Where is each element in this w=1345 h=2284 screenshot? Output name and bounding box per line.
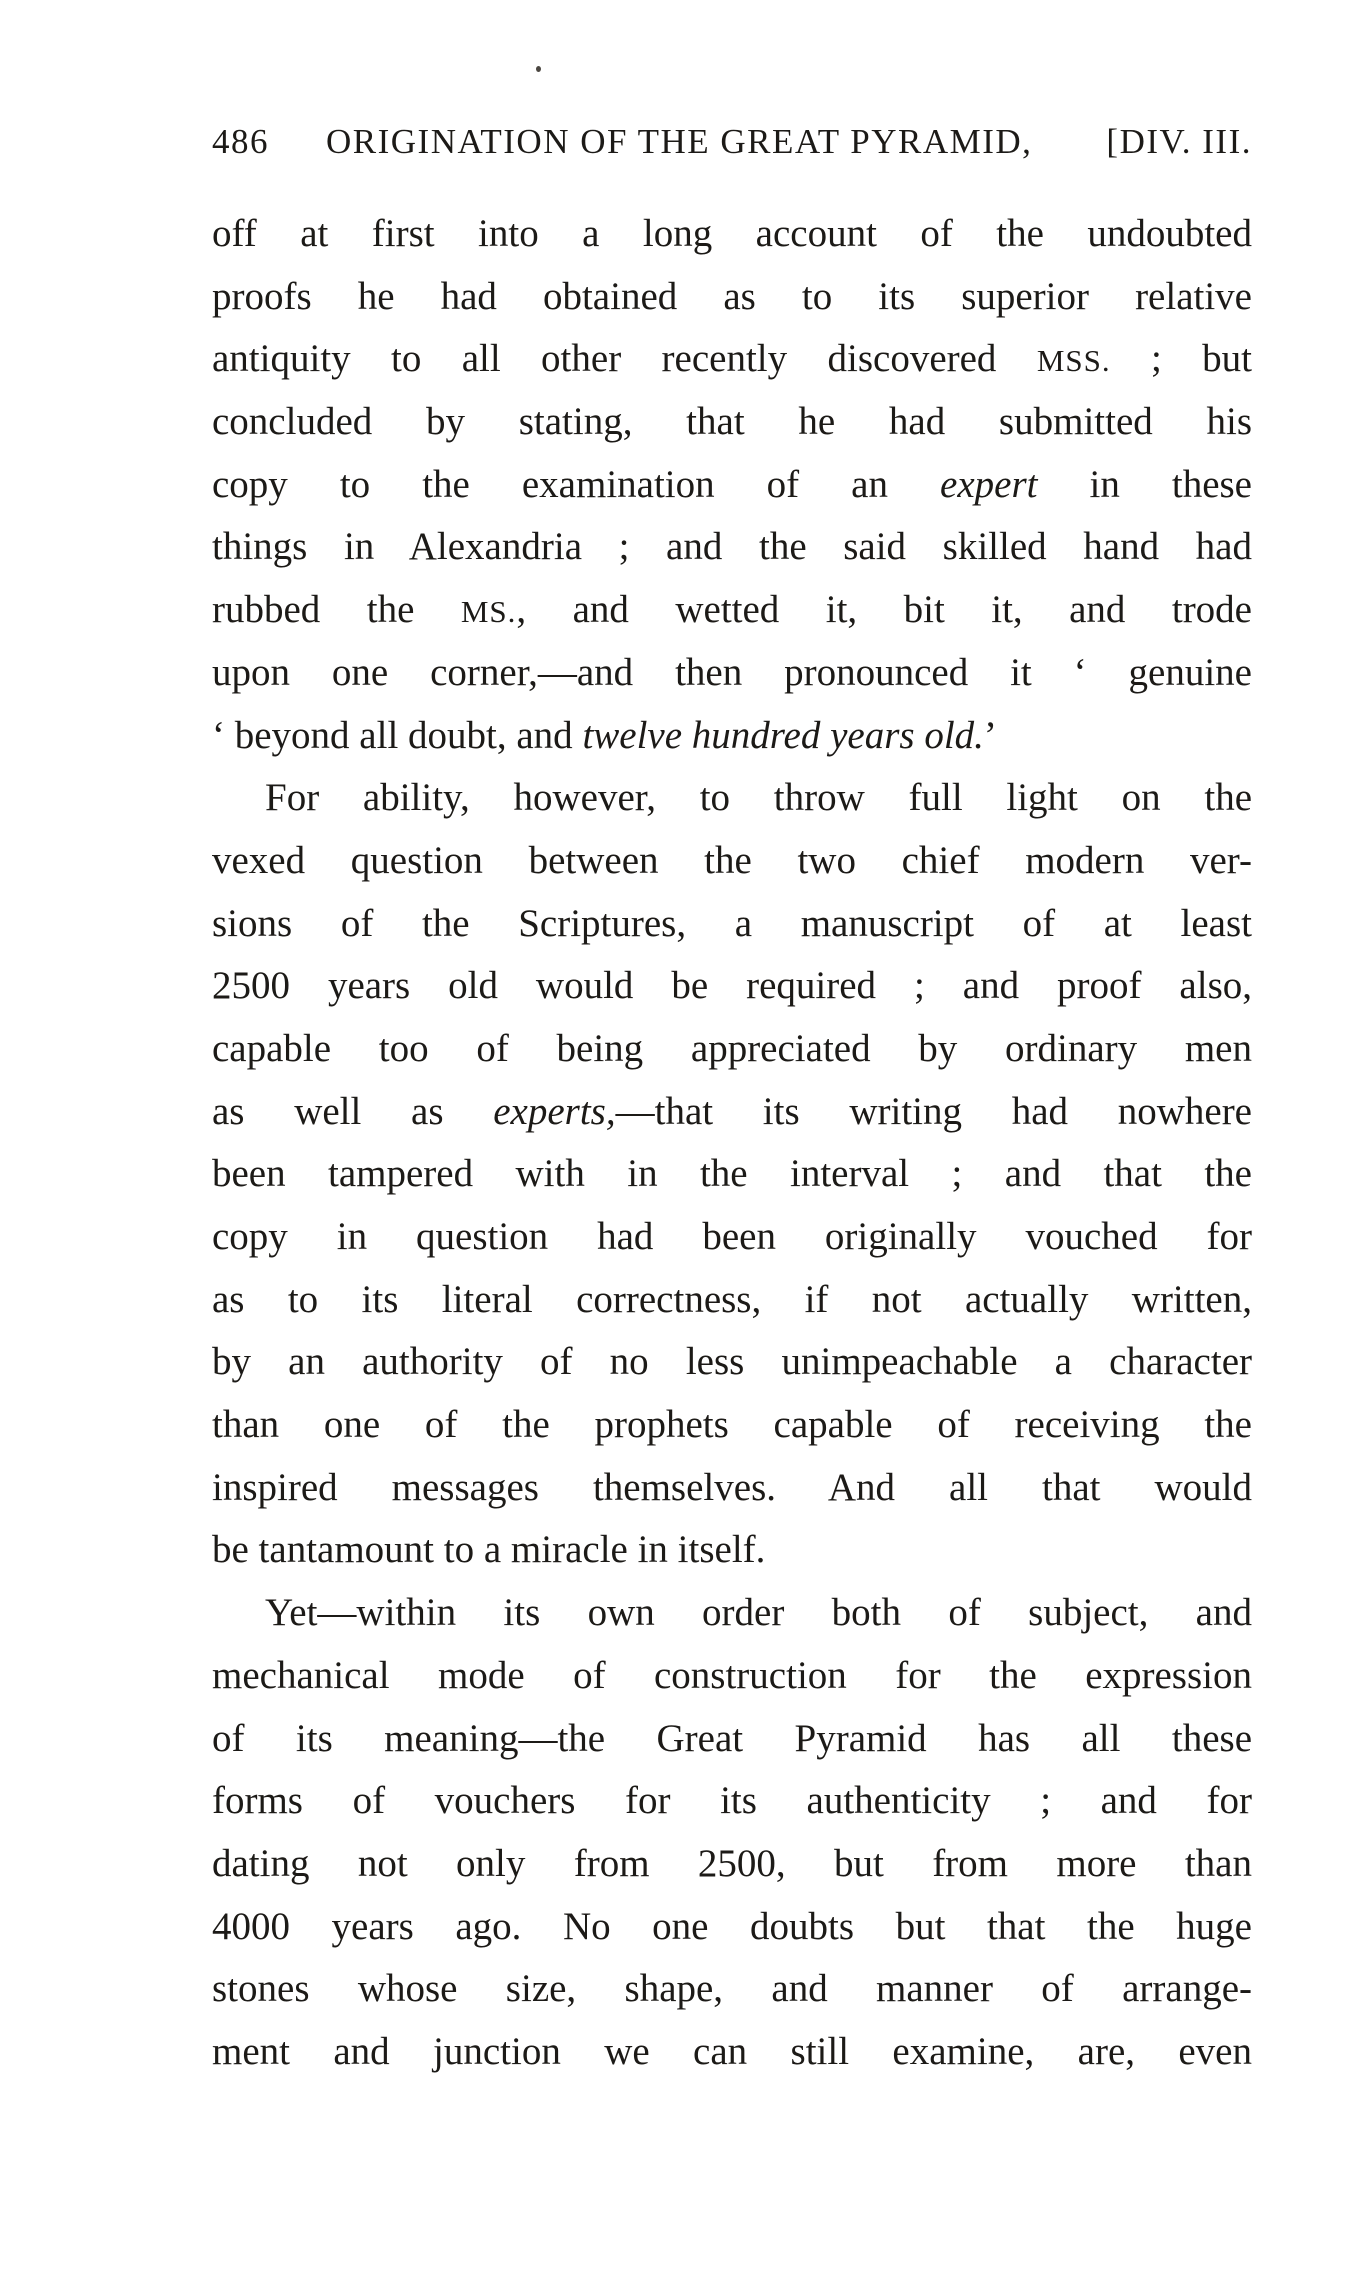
text-line: sions of the Scriptures, a manuscript of at least (212, 901, 1252, 945)
text-line: upon one corner,—and then pronounced it ‘ genuine (212, 650, 1252, 694)
paragraph-3 (212, 1582, 1252, 2084)
text-line: concluded by stating, that he had submitted his (212, 400, 1252, 444)
paragraph-2 (212, 767, 1252, 1582)
text-line: mechanical mode of construction for the expression (212, 1653, 1252, 1697)
text-line: as well as experts,—that its writing had nowhere (212, 1089, 1252, 1133)
text-line: 2500 years old would be required ; and proof also, (212, 964, 1252, 1008)
paragraph-1 (212, 203, 1252, 767)
text-line: be tantamount to a miracle in itself. (212, 1528, 766, 1572)
text-line: vexed question between the two chief modern ver- (212, 838, 1252, 882)
text-line: 4000 years ago. No one doubts but that the huge (212, 1904, 1252, 1948)
small-caps-abbrev: MS. (460, 594, 517, 630)
text-line: copy in question had been originally vouched for (212, 1215, 1252, 1258)
body-text (212, 203, 1252, 2084)
text-line: by an authority of no less unimpeachable a character (212, 1340, 1252, 1384)
small-caps-abbrev: MSS. (1036, 343, 1111, 379)
italic-word: expert (940, 462, 1038, 506)
text-line: For ability, however, to throw full light on the (265, 776, 1252, 820)
text-line: forms of vouchers for its authenticity ; and for (212, 1779, 1252, 1823)
text-line: been tampered with in the interval ; and that the (212, 1152, 1252, 1196)
text-line: rubbed the MS., and wetted it, bit it, and trode (212, 588, 1252, 632)
division-label: [DIV. III. (1106, 122, 1252, 161)
text-line: of its meaning—the Great Pyramid has all these (212, 1716, 1252, 1760)
italic-phrase: twelve hundred years old. (582, 713, 984, 757)
text-line: antiquity to all other recently discovered MSS. ; but (212, 337, 1253, 381)
text-line: inspired messages themselves. And all that would (212, 1465, 1252, 1509)
text-line: copy to the examination of an expert in these (212, 462, 1252, 506)
ink-speck (536, 66, 541, 72)
text-line: stones whose size, shape, and manner of arrange- (212, 1967, 1252, 2011)
text-line: things in Alexandria ; and the said skilled hand had (212, 525, 1252, 569)
running-head (212, 112, 1252, 172)
text-line: Yet—within its own order both of subject, and (265, 1591, 1252, 1635)
italic-word: experts, (493, 1089, 616, 1133)
text-line: proofs he had obtained as to its superior relative (212, 274, 1252, 318)
text-line: ment and junction we can still examine, are, even (212, 2029, 1252, 2073)
text-line: capable too of being appreciated by ordinary men (212, 1026, 1252, 1070)
page-number: 486 (212, 122, 269, 161)
text-line: than one of the prophets capable of receiving the (212, 1403, 1252, 1447)
text-line: ‘ beyond all doubt, and twelve hundred years old.’ (212, 713, 997, 757)
text-line: off at first into a long account of the undoubted (212, 212, 1252, 255)
running-title: ORIGINATION OF THE GREAT PYRAMID, (326, 122, 1033, 161)
text-line: dating not only from 2500, but from more than (212, 1841, 1252, 1885)
text-line: as to its literal correctness, if not actually written, (212, 1277, 1252, 1321)
